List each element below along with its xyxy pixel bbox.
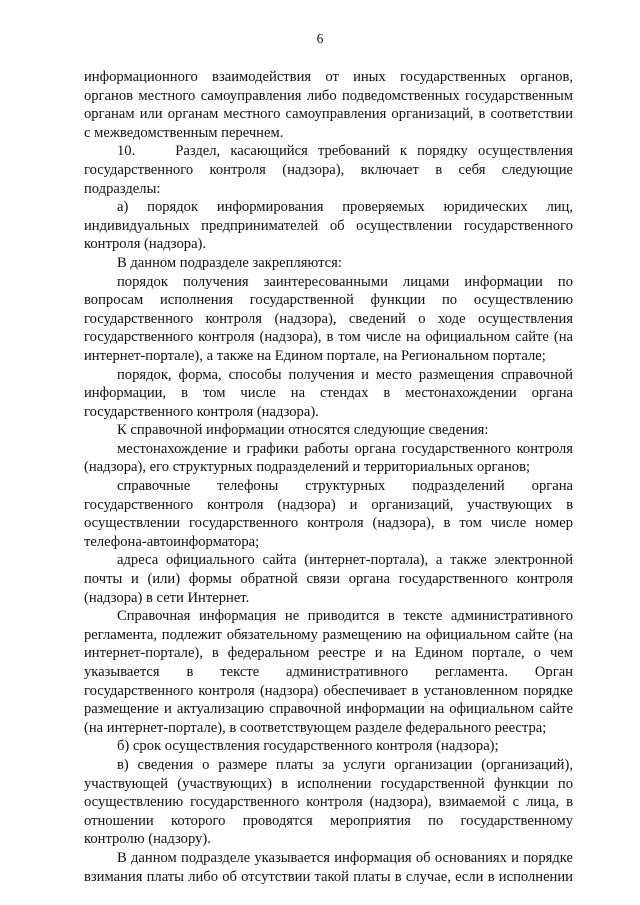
text-line: порядок, форма, способы получения и место размещения справочной: [117, 366, 573, 383]
text-line: взимания платы либо об отсутствии такой платы в случае, если в исполнении: [84, 868, 573, 885]
line-text: Раздел, касающийся требований к порядку осуществления: [175, 143, 573, 160]
text-line: В данном подразделе указывается информация об основаниях и порядке: [117, 849, 573, 866]
text-line: адреса официального сайта (интернет-портала), а также электронной: [117, 552, 573, 569]
text-line: государственного контроля (надзора).: [84, 403, 319, 420]
text-line: отношении которого проводятся мероприятия по государственному: [84, 812, 573, 829]
text-line: индивидуальных предпринимателей об осуществлении государственного: [84, 217, 573, 234]
text-line: участвующей (участвующих) в исполнении государственной функции по: [84, 775, 573, 792]
text-line: телефона-автоинформатора;: [84, 533, 260, 550]
text-line: местонахождение и графики работы органа государственного контроля: [117, 440, 573, 457]
text-line: государственного контроля (надзора) и организаций, участвующих в: [84, 496, 573, 513]
text-line: органов местного самоуправления либо подведомственных государственным: [84, 87, 573, 104]
paragraph-number: 10.: [117, 143, 136, 160]
text-line: В данном подразделе закрепляются:: [117, 254, 342, 271]
text-line: вопросам исполнения государственной функции по осуществлению: [84, 292, 573, 309]
text-line: интернет-портале), в федеральном реестре и на Едином портале, о чем: [84, 645, 573, 662]
page-number: 6: [316, 31, 324, 46]
text-line: почты и (или) формы обратной связи органа государственного контроля: [84, 571, 573, 588]
text-line: б) срок осуществления государственного контроля (надзора);: [117, 738, 499, 755]
text-line: государственного контроля (надзора), в том числе на официальном сайте (на: [84, 329, 573, 346]
text-line: с межведомственным перечнем.: [84, 124, 284, 141]
text-line: [84, 142, 573, 161]
text-line: К справочной информации относятся следующие сведения:: [117, 422, 489, 439]
text-line: государственного контроля (надзора) обеспечивает в установленном порядке: [84, 682, 573, 699]
text-line: контролю (надзору).: [84, 831, 211, 848]
text-line: в) сведения о размере платы за услуги организации (организаций),: [117, 756, 573, 773]
text-line: (на интернет-портале), в соответствующем разделе федерального реестра;: [84, 719, 547, 736]
text-line: интернет-портале), а также на Едином портале, на Региональном портале;: [84, 347, 546, 364]
text-line: осуществлению государственного контроля (надзора), взимаемой с лица, в: [84, 794, 573, 811]
text-line: осуществлении государственного контроля (надзора), в том числе номер: [84, 515, 573, 532]
text-line: справочные телефоны структурных подразделений органа: [117, 478, 573, 495]
text-line: государственного контроля (надзора), включает в себя следующие: [84, 161, 573, 178]
text-line: (надзора) в сети Интернет.: [84, 589, 250, 606]
text-line: информационного взаимодействия от иных государственных органов,: [84, 69, 573, 85]
text-line: размещение и актуализацию справочной информации на официальном сайте: [84, 701, 573, 718]
document-body: [84, 68, 573, 886]
text-line: (надзора), его структурных подразделений и территориальных органов;: [84, 459, 531, 476]
text-line: а) порядок информирования проверяемых юридических лиц,: [117, 199, 573, 216]
text-line: подразделы:: [84, 180, 161, 197]
text-line: органам или органам местного самоуправления организаций, в соответствии: [84, 106, 573, 123]
text-line: государственного контроля (надзора), сведений о ходе осуществления: [84, 310, 573, 327]
text-line: контроля (надзора).: [84, 236, 207, 253]
text-line: указывается в тексте административного регламента. Орган: [84, 664, 573, 680]
text-line: порядок получения заинтересованными лицами информации по: [117, 273, 573, 290]
text-line: Справочная информация не приводится в тексте административного: [117, 608, 573, 625]
text-line: информации, в том числе на стендах в местонахождении органа: [84, 385, 573, 402]
text-line: регламента, подлежит обязательному размещению на официальном сайте (на: [84, 626, 573, 643]
